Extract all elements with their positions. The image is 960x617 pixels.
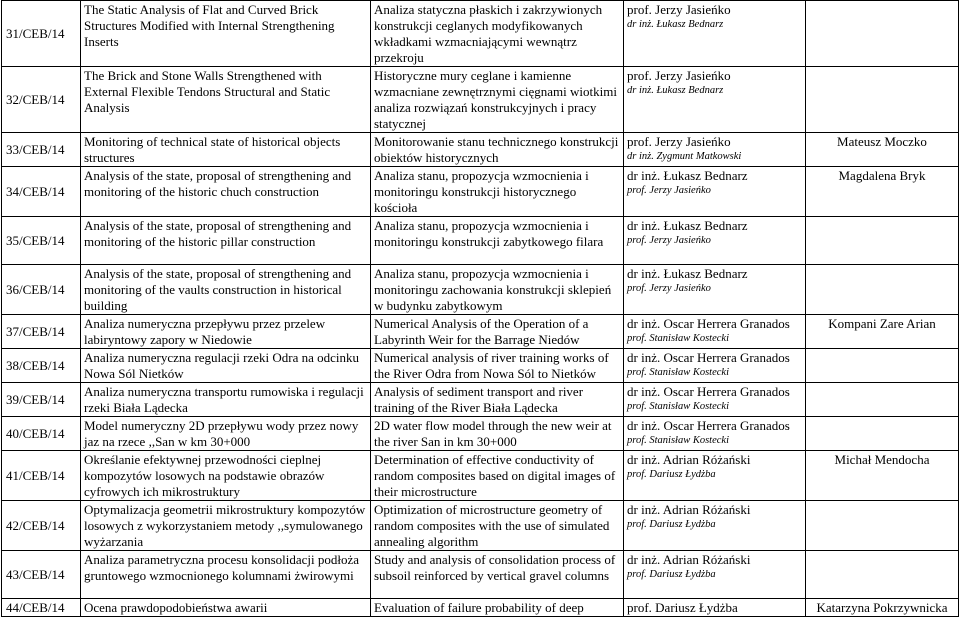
thesis-title-secondary: Analiza statyczna płaskich i zakrzywionych konstrukcji ceglanych modyfikowanych wkładkami wzmacniającymi wewnątrz przekroju	[371, 1, 624, 67]
thesis-id: 33/CEB/14	[2, 133, 81, 167]
table-row	[2, 501, 959, 551]
thesis-title-primary: Monitoring of technical state of historical objects structures	[81, 133, 371, 167]
co-supervisor: dr inż. Łukasz Bednarz	[627, 85, 724, 96]
thesis-title-secondary: Numerical analysis of river training works of the River Odra from Nowa Sól to Nietków	[371, 349, 624, 383]
thesis-title-secondary: Determination of effective conductivity of random composites based on digital images of their microstructure	[371, 451, 624, 501]
thesis-id: 32/CEB/14	[2, 67, 81, 133]
thesis-title-primary: Analiza numeryczna przepływu przez przelew labiryntowy zapory w Niedowie	[81, 315, 371, 349]
thesis-topics-table	[1, 0, 959, 617]
thesis-title-primary: Analysis of the state, proposal of strengthening and monitoring of the historic chuch construction	[81, 167, 371, 217]
supervisor: prof. Jerzy Jasieńko	[627, 68, 731, 83]
thesis-title-secondary: Analysis of sediment transport and river training of the River Biała Lądecka	[371, 383, 624, 417]
thesis-id: 38/CEB/14	[2, 349, 81, 383]
student-name: Magdalena Bryk	[806, 167, 959, 217]
supervisor: dr inż. Oscar Herrera Granados	[627, 384, 790, 399]
co-supervisor: prof. Dariusz Łydżba	[627, 519, 716, 530]
supervisor: dr inż. Adrian Różański	[627, 552, 751, 567]
thesis-id: 43/CEB/14	[2, 551, 81, 599]
supervisors-cell	[624, 417, 806, 451]
co-supervisor: prof. Stanisław Kostecki	[627, 333, 729, 344]
co-supervisor: dr inż. Łukasz Bednarz	[627, 19, 724, 30]
supervisor: dr inż. Oscar Herrera Granados	[627, 350, 790, 365]
thesis-title-primary: Analiza numeryczna transportu rumowiska i regulacji rzeki Biała Lądecka	[81, 383, 371, 417]
thesis-id: 39/CEB/14	[2, 383, 81, 417]
co-supervisor: prof. Stanisław Kostecki	[627, 367, 729, 378]
co-supervisor: prof. Stanisław Kostecki	[627, 435, 729, 446]
supervisor: prof. Jerzy Jasieńko	[627, 134, 731, 149]
thesis-id: 34/CEB/14	[2, 167, 81, 217]
supervisors-cell	[624, 551, 806, 599]
thesis-id: 36/CEB/14	[2, 265, 81, 315]
supervisors-cell	[624, 599, 806, 617]
co-supervisor: prof. Dariusz Łydżba	[627, 569, 716, 580]
thesis-title-secondary: 2D water flow model through the new weir at the river San in km 30+000	[371, 417, 624, 451]
thesis-title-secondary: Optimization of microstructure geometry of random composites with the use of simulated annealing algorithm	[371, 501, 624, 551]
supervisor: dr inż. Oscar Herrera Granados	[627, 316, 790, 331]
thesis-title-primary: The Brick and Stone Walls Strengthened with External Flexible Tendons Structural and Static Analysis	[81, 67, 371, 133]
student-name	[806, 501, 959, 551]
student-name: Michał Mendocha	[806, 451, 959, 501]
thesis-title-primary: Analysis of the state, proposal of strengthening and monitoring of the vaults construction in historical building	[81, 265, 371, 315]
thesis-title-primary: Ocena prawdopodobieństwa awarii	[81, 599, 371, 617]
supervisors-cell	[624, 349, 806, 383]
thesis-title-primary: The Static Analysis of Flat and Curved Brick Structures Modified with Internal Strengthening Inserts	[81, 1, 371, 67]
student-name: Katarzyna Pokrzywnicka	[806, 599, 959, 617]
supervisors-cell	[624, 67, 806, 133]
student-name: Kompani Zare Arian	[806, 315, 959, 349]
thesis-title-secondary: Analiza stanu, propozycja wzmocnienia i monitoringu konstrukcji historycznego kościoła	[371, 167, 624, 217]
student-name	[806, 417, 959, 451]
supervisors-cell	[624, 217, 806, 265]
table-row	[2, 265, 959, 315]
thesis-title-primary: Optymalizacja geometrii mikrostruktury kompozytów losowych z wykorzystaniem metody ,,symulowanego wyżarzania	[81, 501, 371, 551]
table-row	[2, 217, 959, 265]
thesis-title-primary: Model numeryczny 2D przepływu wody przez nowy jaz na rzece ,,San w km 30+000	[81, 417, 371, 451]
supervisor: dr inż. Łukasz Bednarz	[627, 168, 748, 183]
thesis-title-primary: Określanie efektywnej przewodności cieplnej kompozytów losowych na podstawie obrazów cyfrowych ich mikrostruktury	[81, 451, 371, 501]
student-name	[806, 1, 959, 67]
supervisors-cell	[624, 451, 806, 501]
supervisors-cell	[624, 133, 806, 167]
supervisors-cell	[624, 501, 806, 551]
supervisors-cell	[624, 315, 806, 349]
co-supervisor: prof. Jerzy Jasieńko	[627, 283, 711, 294]
student-name	[806, 67, 959, 133]
supervisor: dr inż. Łukasz Bednarz	[627, 218, 748, 233]
table-row	[2, 67, 959, 133]
supervisor: dr inż. Oscar Herrera Granados	[627, 418, 790, 433]
thesis-id: 35/CEB/14	[2, 217, 81, 265]
table-row	[2, 417, 959, 451]
thesis-title-primary: Analysis of the state, proposal of strengthening and monitoring of the historic pillar construction	[81, 217, 371, 265]
student-name	[806, 383, 959, 417]
co-supervisor: dr inż. Zygmunt Matkowski	[627, 151, 742, 162]
supervisor: prof. Dariusz Łydżba	[627, 600, 738, 615]
thesis-id: 40/CEB/14	[2, 417, 81, 451]
student-name	[806, 217, 959, 265]
supervisors-cell	[624, 383, 806, 417]
table-row	[2, 133, 959, 167]
thesis-id: 31/CEB/14	[2, 1, 81, 67]
co-supervisor: prof. Jerzy Jasieńko	[627, 235, 711, 246]
supervisor: dr inż. Adrian Różański	[627, 452, 751, 467]
student-name	[806, 551, 959, 599]
table-row	[2, 599, 959, 617]
table-row	[2, 1, 959, 67]
thesis-id: 41/CEB/14	[2, 451, 81, 501]
thesis-title-secondary: Monitorowanie stanu technicznego konstrukcji obiektów historycznych	[371, 133, 624, 167]
thesis-title-primary: Analiza parametryczna procesu konsolidacji podłoża gruntowego wzmocnionego kolumnami żwirowymi	[81, 551, 371, 599]
table-row	[2, 451, 959, 501]
student-name	[806, 265, 959, 315]
thesis-title-secondary: Study and analysis of consolidation process of subsoil reinforced by vertical gravel columns	[371, 551, 624, 599]
thesis-id: 37/CEB/14	[2, 315, 81, 349]
thesis-title-primary: Analiza numeryczna regulacji rzeki Odra na odcinku Nowa Sól Nietków	[81, 349, 371, 383]
thesis-title-secondary: Analiza stanu, propozycja wzmocnienia i monitoringu konstrukcji zabytkowego filara	[371, 217, 624, 265]
table-row	[2, 349, 959, 383]
supervisors-cell	[624, 167, 806, 217]
supervisor: dr inż. Adrian Różański	[627, 502, 751, 517]
thesis-title-secondary: Evaluation of failure probability of deep	[371, 599, 624, 617]
table-row	[2, 551, 959, 599]
supervisor: dr inż. Łukasz Bednarz	[627, 266, 748, 281]
thesis-title-secondary: Historyczne mury ceglane i kamienne wzmacniane zewnętrznymi cięgnami wiotkimi analiza rozwiązań konstrukcyjnych i pracy statycznej	[371, 67, 624, 133]
co-supervisor: prof. Stanisław Kostecki	[627, 401, 729, 412]
co-supervisor: prof. Dariusz Łydżba	[627, 469, 716, 480]
thesis-title-secondary: Numerical Analysis of the Operation of a Labyrinth Weir for the Barrage Niedów	[371, 315, 624, 349]
table-row	[2, 383, 959, 417]
supervisors-cell	[624, 1, 806, 67]
student-name: Mateusz Moczko	[806, 133, 959, 167]
co-supervisor: prof. Jerzy Jasieńko	[627, 185, 711, 196]
student-name	[806, 349, 959, 383]
thesis-title-secondary: Analiza stanu, propozycja wzmocnienia i monitoringu zachowania konstrukcji sklepień w budynku zabytkowym	[371, 265, 624, 315]
thesis-id: 42/CEB/14	[2, 501, 81, 551]
supervisors-cell	[624, 265, 806, 315]
table-row	[2, 315, 959, 349]
thesis-id: 44/CEB/14	[2, 599, 81, 617]
supervisor: prof. Jerzy Jasieńko	[627, 2, 731, 17]
table-row	[2, 167, 959, 217]
